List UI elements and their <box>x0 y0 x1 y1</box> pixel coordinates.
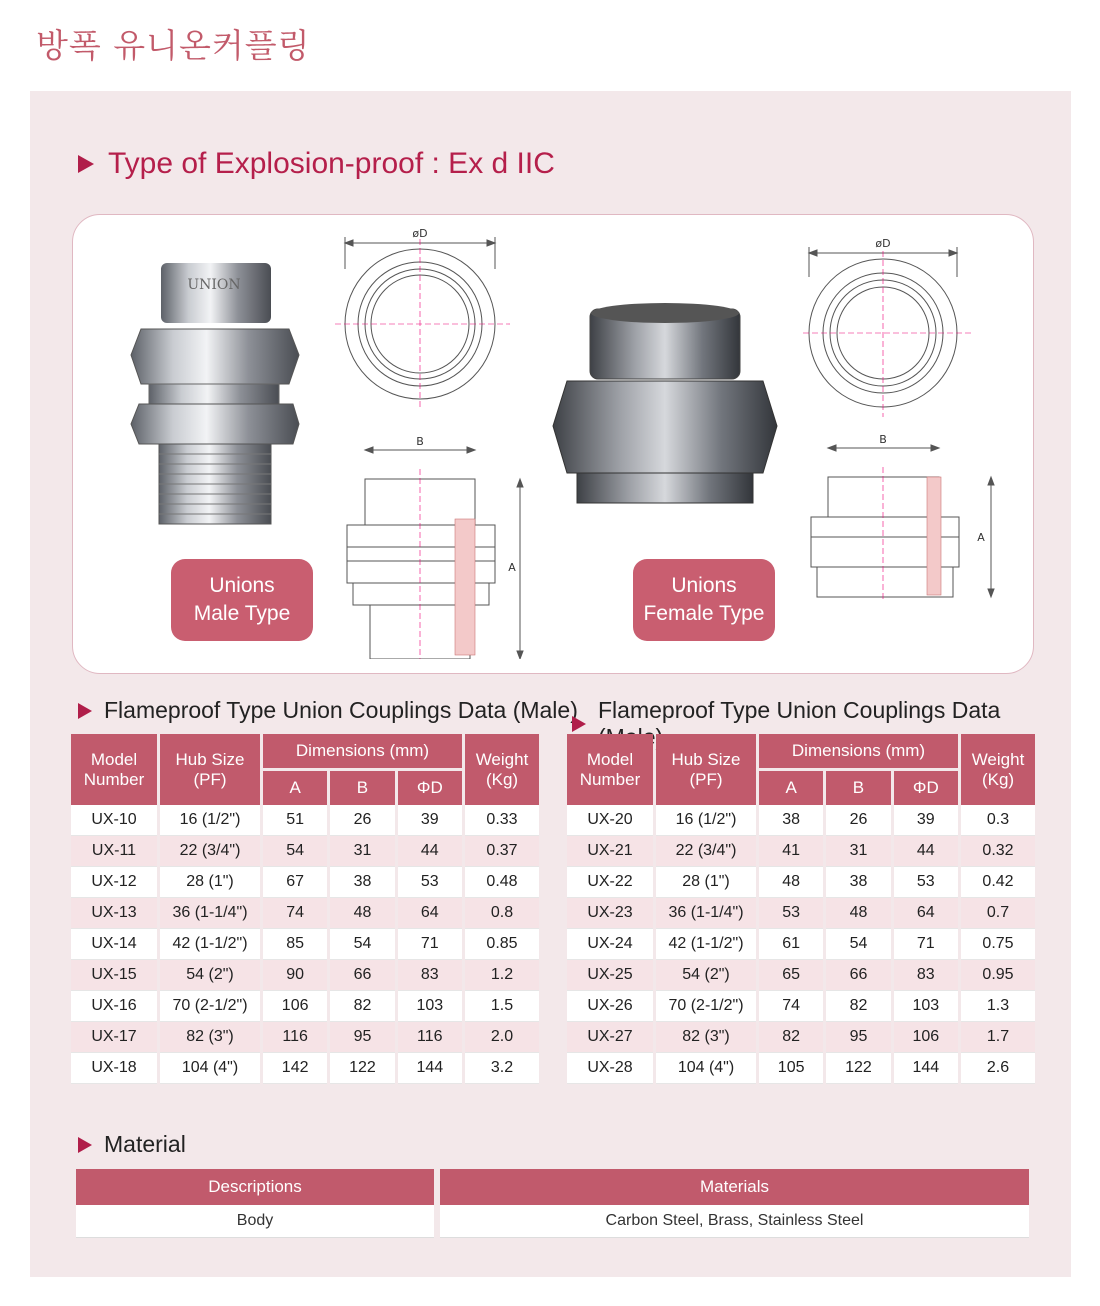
table-cell: 106 <box>263 991 327 1022</box>
table-cell: 106 <box>894 1022 958 1053</box>
male-technical-drawing <box>335 229 545 659</box>
table-cell: UX-24 <box>567 929 653 960</box>
table-row <box>71 960 539 991</box>
table-cell: 42 (1-1/2") <box>160 929 260 960</box>
col-model: Model Number <box>71 734 157 805</box>
table-cell: 0.7 <box>961 898 1035 929</box>
table-cell: 61 <box>759 929 823 960</box>
bullet-triangle-icon <box>78 1137 92 1153</box>
table-cell: 116 <box>263 1022 327 1053</box>
table-cell: 64 <box>398 898 462 929</box>
table-cell: 64 <box>894 898 958 929</box>
bullet-triangle-icon <box>572 716 586 732</box>
table-cell: 54 (2") <box>160 960 260 991</box>
col-hub-size: Hub Size (PF) <box>160 734 260 805</box>
table-cell: 0.8 <box>465 898 539 929</box>
table-cell: 105 <box>759 1053 823 1084</box>
table-row <box>567 991 1035 1022</box>
table-row <box>71 805 539 836</box>
col-a: A <box>759 768 823 805</box>
table-cell: 48 <box>826 898 890 929</box>
table-cell: 83 <box>894 960 958 991</box>
male-type-label <box>171 559 313 641</box>
table-cell: 116 <box>398 1022 462 1053</box>
table-row <box>71 1022 539 1053</box>
table-cell: 51 <box>263 805 327 836</box>
table-cell: 1.7 <box>961 1022 1035 1053</box>
table-cell: 44 <box>894 836 958 867</box>
bullet-triangle-icon <box>78 155 94 173</box>
table-cell: 104 (4") <box>160 1053 260 1084</box>
table-row <box>567 867 1035 898</box>
table-cell: UX-16 <box>71 991 157 1022</box>
table-cell: UX-14 <box>71 929 157 960</box>
table-cell: UX-21 <box>567 836 653 867</box>
table-cell: 66 <box>826 960 890 991</box>
svg-text:A: A <box>508 561 516 574</box>
col-materials: Materials <box>440 1169 1029 1205</box>
bullet-triangle-icon <box>78 703 92 719</box>
product-figure-box <box>72 214 1034 674</box>
table-cell: 41 <box>759 836 823 867</box>
table-cell: 26 <box>330 805 394 836</box>
table-cell: 142 <box>263 1053 327 1084</box>
table-cell: 44 <box>398 836 462 867</box>
svg-text:B: B <box>879 433 887 446</box>
female-union-photo <box>545 301 785 521</box>
page-title: 방폭 유니온커플링 <box>36 26 311 65</box>
col-dimensions: Dimensions (mm) <box>759 734 958 768</box>
table-cell: 70 (2-1/2") <box>160 991 260 1022</box>
svg-text:B: B <box>416 435 424 448</box>
table-cell: 74 <box>263 898 327 929</box>
col-model: Model Number <box>567 734 653 805</box>
table-cell: 104 (4") <box>656 1053 756 1084</box>
table-cell: UX-22 <box>567 867 653 898</box>
table-cell: UX-13 <box>71 898 157 929</box>
table-cell: 0.85 <box>465 929 539 960</box>
material-value-cell: Carbon Steel, Brass, Stainless Steel <box>440 1205 1029 1238</box>
svg-text:UNION: UNION <box>187 277 241 293</box>
col-hub-size: Hub Size (PF) <box>656 734 756 805</box>
male-table-heading <box>78 697 578 724</box>
col-dimensions: Dimensions (mm) <box>263 734 462 768</box>
table-cell: UX-15 <box>71 960 157 991</box>
col-phi-d: ΦD <box>398 768 462 805</box>
table-row <box>71 1053 539 1084</box>
table-cell: 1.2 <box>465 960 539 991</box>
table-cell: 103 <box>398 991 462 1022</box>
table-cell: 0.3 <box>961 805 1035 836</box>
table-cell: 66 <box>330 960 394 991</box>
table-cell: 31 <box>826 836 890 867</box>
female-label-line2: Female Type <box>643 602 765 625</box>
table-cell: 95 <box>330 1022 394 1053</box>
table-cell: 36 (1-1/4") <box>656 898 756 929</box>
table-cell: 54 <box>263 836 327 867</box>
table-cell: UX-20 <box>567 805 653 836</box>
table-cell: 122 <box>826 1053 890 1084</box>
material-heading-text: Material <box>104 1131 186 1157</box>
material-heading <box>78 1131 186 1158</box>
table-cell: 0.42 <box>961 867 1035 898</box>
material-description-cell: Body <box>76 1205 434 1238</box>
table-cell: 28 (1") <box>656 867 756 898</box>
explosion-type-heading <box>78 147 555 181</box>
table-cell: 53 <box>759 898 823 929</box>
female-label-line1: Unions <box>671 574 737 597</box>
table-cell: 54 <box>330 929 394 960</box>
table-cell: UX-25 <box>567 960 653 991</box>
table-cell: 0.48 <box>465 867 539 898</box>
table-cell: 0.75 <box>961 929 1035 960</box>
table-cell: 103 <box>894 991 958 1022</box>
table-cell: 2.0 <box>465 1022 539 1053</box>
table-cell: 0.32 <box>961 836 1035 867</box>
table-cell: 54 <box>826 929 890 960</box>
table-cell: UX-11 <box>71 836 157 867</box>
female-technical-drawing <box>803 237 1013 607</box>
table-cell: 71 <box>398 929 462 960</box>
table-cell: UX-26 <box>567 991 653 1022</box>
table-cell: 48 <box>759 867 823 898</box>
table-cell: 28 (1") <box>160 867 260 898</box>
table-row <box>567 898 1035 929</box>
table-row <box>71 991 539 1022</box>
table-cell: UX-10 <box>71 805 157 836</box>
table-cell: 39 <box>894 805 958 836</box>
table-cell: UX-27 <box>567 1022 653 1053</box>
male-union-photo <box>109 259 319 549</box>
table-cell: 22 (3/4") <box>656 836 756 867</box>
table-row <box>567 960 1035 991</box>
table-cell: 38 <box>759 805 823 836</box>
table-row <box>567 1053 1035 1084</box>
table-cell: 83 <box>398 960 462 991</box>
table-row <box>567 1022 1035 1053</box>
female-type-label <box>633 559 775 641</box>
col-weight: Weight (Kg) <box>961 734 1035 805</box>
table-cell: 1.5 <box>465 991 539 1022</box>
table-cell: UX-23 <box>567 898 653 929</box>
table-cell: UX-18 <box>71 1053 157 1084</box>
col-weight: Weight (Kg) <box>465 734 539 805</box>
table-cell: UX-28 <box>567 1053 653 1084</box>
table-cell: 16 (1/2") <box>656 805 756 836</box>
table-row <box>71 929 539 960</box>
male-label-line1: Unions <box>209 574 275 597</box>
table-row <box>71 898 539 929</box>
material-table <box>70 1169 1035 1238</box>
female-table-heading-text: Flameproof Type Union Couplings Data <box>598 697 1001 723</box>
table-cell: 71 <box>894 929 958 960</box>
table-cell: 70 (2-1/2") <box>656 991 756 1022</box>
table-cell: 82 (3") <box>656 1022 756 1053</box>
table-row <box>76 1205 1029 1238</box>
table-cell: 3.2 <box>465 1053 539 1084</box>
table-row <box>71 836 539 867</box>
svg-text:øD: øD <box>412 229 428 240</box>
table-cell: 82 (3") <box>160 1022 260 1053</box>
col-a: A <box>263 768 327 805</box>
male-table-heading-text: Flameproof Type Union Couplings Data (Male) <box>104 697 578 723</box>
table-cell: 82 <box>330 991 394 1022</box>
table-cell: 54 (2") <box>656 960 756 991</box>
table-cell: 31 <box>330 836 394 867</box>
svg-text:øD: øD <box>875 237 891 250</box>
table-cell: 65 <box>759 960 823 991</box>
table-cell: 42 (1-1/2") <box>656 929 756 960</box>
table-cell: 85 <box>263 929 327 960</box>
table-cell: 67 <box>263 867 327 898</box>
table-cell: 36 (1-1/4") <box>160 898 260 929</box>
explosion-type-text: Type of Explosion-proof : Ex d IIC <box>108 147 555 180</box>
table-row <box>71 867 539 898</box>
table-row <box>567 836 1035 867</box>
table-cell: 39 <box>398 805 462 836</box>
table-cell: 16 (1/2") <box>160 805 260 836</box>
table-row <box>567 805 1035 836</box>
table-cell: 0.95 <box>961 960 1035 991</box>
table-cell: 38 <box>826 867 890 898</box>
table-cell: 2.6 <box>961 1053 1035 1084</box>
col-b: B <box>826 768 890 805</box>
col-b: B <box>330 768 394 805</box>
table-cell: 144 <box>894 1053 958 1084</box>
table-row <box>567 929 1035 960</box>
table-cell: 0.37 <box>465 836 539 867</box>
male-data-table <box>68 734 542 1084</box>
male-label-line2: Male Type <box>193 602 291 625</box>
col-descriptions: Descriptions <box>76 1169 434 1205</box>
table-cell: 82 <box>826 991 890 1022</box>
table-cell: 1.3 <box>961 991 1035 1022</box>
table-cell: UX-12 <box>71 867 157 898</box>
table-cell: 53 <box>398 867 462 898</box>
table-cell: 38 <box>330 867 394 898</box>
table-cell: UX-17 <box>71 1022 157 1053</box>
table-cell: 0.33 <box>465 805 539 836</box>
table-cell: 26 <box>826 805 890 836</box>
table-cell: 144 <box>398 1053 462 1084</box>
table-cell: 122 <box>330 1053 394 1084</box>
col-phi-d: ΦD <box>894 768 958 805</box>
female-data-table <box>564 734 1038 1084</box>
table-cell: 53 <box>894 867 958 898</box>
table-cell: 82 <box>759 1022 823 1053</box>
table-cell: 95 <box>826 1022 890 1053</box>
table-cell: 22 (3/4") <box>160 836 260 867</box>
content-panel <box>30 91 1071 1277</box>
svg-text:A: A <box>977 531 985 544</box>
table-cell: 90 <box>263 960 327 991</box>
table-cell: 74 <box>759 991 823 1022</box>
table-cell: 48 <box>330 898 394 929</box>
